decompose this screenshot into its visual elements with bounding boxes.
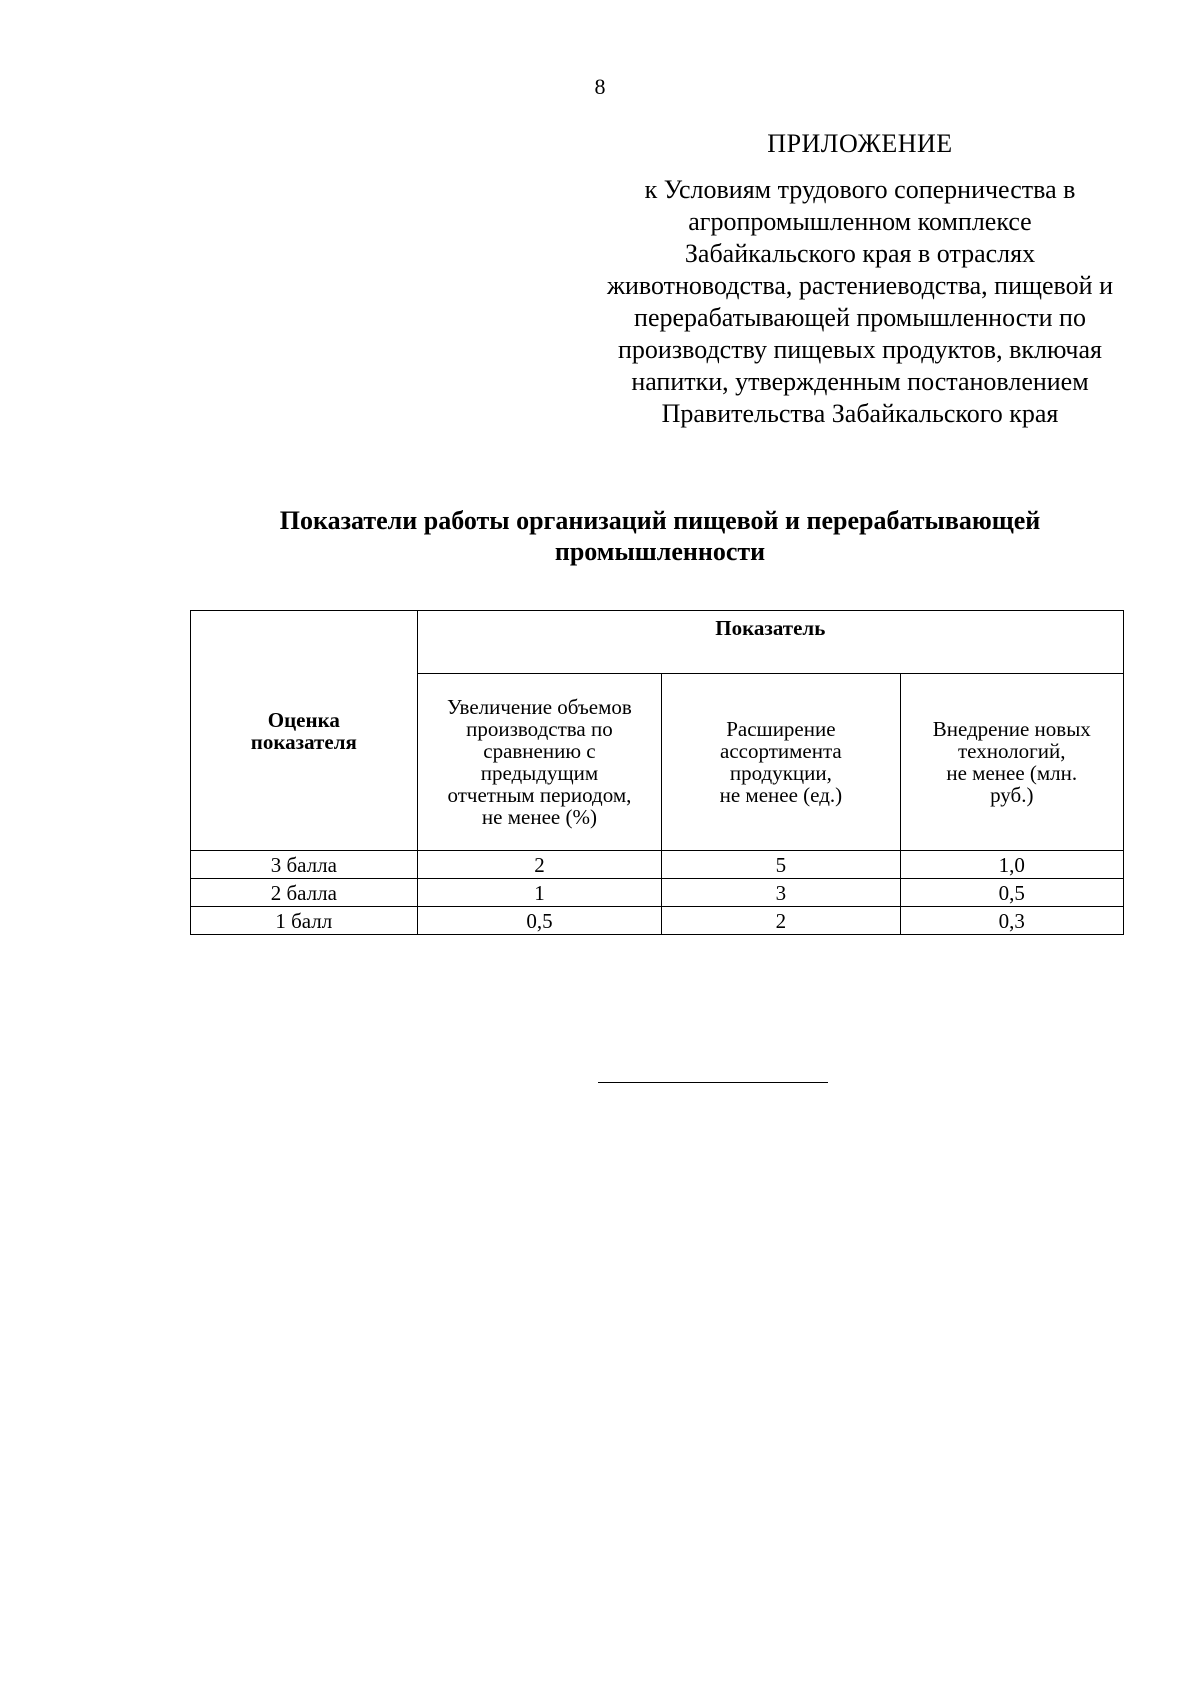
appendix-line: Забайкальского края в отраслях [684, 239, 1036, 268]
column-header-line: Внедрение новых [932, 717, 1091, 741]
appendix-line: агропромышленном комплексе [688, 207, 1032, 236]
score-header-line: Оценка [267, 707, 340, 732]
page-number: 8 [594, 74, 606, 99]
column-header-line: Увеличение объемов [447, 695, 632, 719]
score-cell: 1 балл [191, 907, 418, 935]
column-header-line: не менее (млн. [946, 761, 1078, 785]
value-cell: 0,5 [417, 907, 662, 935]
value-cell: 2 [417, 851, 662, 879]
column-header-line: отчетным периодом, [447, 783, 632, 807]
score-header-line: показателя [250, 729, 357, 754]
appendix-line: Правительства Забайкальского края [661, 399, 1059, 428]
column-header-line: не менее (ед.) [719, 783, 843, 807]
column-header-line: технологий, [958, 739, 1066, 763]
indicators-table [190, 610, 1124, 935]
table-row [191, 851, 1124, 879]
column-header-line: руб.) [990, 783, 1034, 807]
appendix-title: ПРИЛОЖЕНИЕ [767, 129, 953, 158]
appendix-line: производству пищевых продуктов, включая [618, 335, 1102, 364]
score-cell: 3 балла [191, 851, 418, 879]
value-cell: 0,5 [900, 879, 1123, 907]
document-title-line: промышленности [554, 537, 766, 566]
table-header-row [191, 611, 1124, 674]
value-cell: 1 [417, 879, 662, 907]
column-header-line: продукции, [729, 761, 832, 785]
document-title [190, 505, 1130, 567]
footer-divider [598, 1082, 828, 1083]
score-cell: 2 балла [191, 879, 418, 907]
appendix-line: напитки, утвержденным постановлением [631, 367, 1089, 396]
appendix-line: животноводства, растениеводства, пищевой и [607, 271, 1113, 300]
value-cell: 2 [662, 907, 900, 935]
appendix-line: перерабатывающей промышленности по [634, 303, 1086, 332]
column-header-production-growth [417, 674, 662, 851]
column-header-line: производства по [466, 717, 613, 741]
column-header-technologies [900, 674, 1123, 851]
column-header-line: Расширение [726, 717, 836, 741]
appendix-block [560, 128, 1160, 430]
column-header-line: не менее (%) [481, 805, 597, 829]
column-header-line: сравнению с [483, 739, 596, 763]
value-cell: 1,0 [900, 851, 1123, 879]
column-header-line: предыдущим [480, 761, 599, 785]
column-header-line: ассортимента [720, 739, 842, 763]
appendix-line: к Условиям трудового соперничества в [644, 175, 1076, 204]
score-header-cell [191, 611, 418, 851]
indicator-group-header: Показатель [417, 611, 1123, 674]
table-row [191, 907, 1124, 935]
table-row [191, 879, 1124, 907]
document-title-line: Показатели работы организаций пищевой и перерабатывающей [279, 506, 1041, 535]
column-header-assortment [662, 674, 900, 851]
value-cell: 0,3 [900, 907, 1123, 935]
value-cell: 3 [662, 879, 900, 907]
value-cell: 5 [662, 851, 900, 879]
